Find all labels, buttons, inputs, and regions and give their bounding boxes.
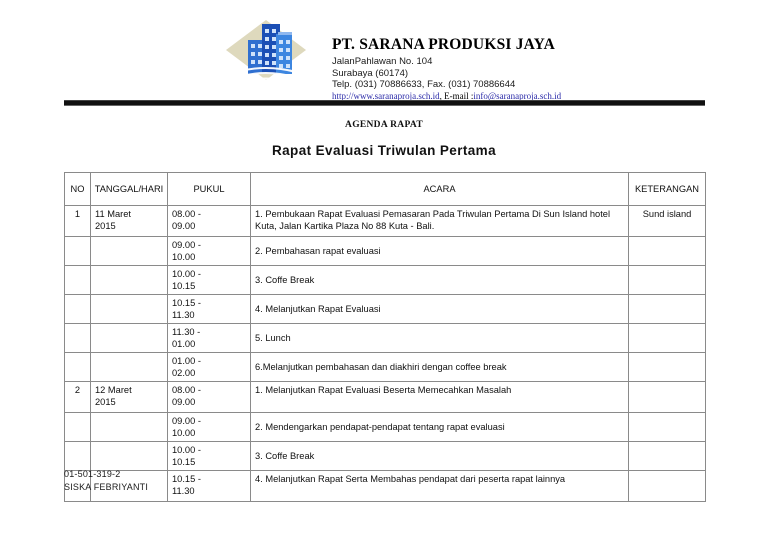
company-info <box>332 36 662 102</box>
cell-no <box>65 353 91 382</box>
footer-code: 01-501-319-2 <box>64 469 121 479</box>
pukul-end: 10.00 <box>172 252 196 262</box>
cell-keterangan <box>629 353 706 382</box>
cell-pukul <box>168 353 251 382</box>
cell-pukul <box>168 206 251 237</box>
cell-tanggal <box>91 442 168 471</box>
header-divider-rule <box>64 100 705 106</box>
cell-acara: 2. Pembahasan rapat evaluasi <box>251 237 629 266</box>
cell-pukul <box>168 237 251 266</box>
cell-tanggal <box>91 295 168 324</box>
pukul-start: 10.00 - <box>172 269 201 279</box>
cell-tanggal <box>91 237 168 266</box>
cell-keterangan <box>629 266 706 295</box>
cell-pukul <box>168 413 251 442</box>
pukul-start: 10.00 - <box>172 445 201 455</box>
table-row <box>65 442 706 471</box>
website-link[interactable]: http://www.saranaproja.sch.id <box>332 90 440 101</box>
cell-no <box>65 413 91 442</box>
cell-acara: 3. Coffe Break <box>251 442 629 471</box>
tanggal-line-2: 2015 <box>95 397 116 407</box>
cell-pukul <box>168 382 251 413</box>
table-row <box>65 382 706 413</box>
cell-pukul <box>168 295 251 324</box>
table-row <box>65 295 706 324</box>
cell-tanggal <box>91 382 168 413</box>
cell-no <box>65 237 91 266</box>
cell-keterangan <box>629 382 706 413</box>
pukul-start: 09.00 - <box>172 416 201 426</box>
page-title: Rapat Evaluasi Triwulan Pertama <box>272 143 496 158</box>
cell-pukul <box>168 266 251 295</box>
pukul-start: 11.30 - <box>172 327 201 337</box>
cell-keterangan <box>629 471 706 502</box>
cell-no: 1 <box>65 206 91 237</box>
table-row <box>65 324 706 353</box>
cell-pukul <box>168 324 251 353</box>
footer-author-name: SISKA FEBRIYANTI <box>64 481 149 492</box>
pukul-end: 01.00 <box>172 339 196 349</box>
cell-acara: 3. Coffe Break <box>251 266 629 295</box>
cell-acara: 5. Lunch <box>251 324 629 353</box>
address-street: JalanPahlawan No. 104 <box>332 56 433 67</box>
cell-keterangan <box>629 413 706 442</box>
column-header-acara: ACARA <box>251 173 629 206</box>
pukul-start: 08.00 - <box>172 385 201 395</box>
table-row <box>65 471 706 502</box>
pukul-start: 08.00 - <box>172 209 201 219</box>
pukul-start: 10.15 - <box>172 474 201 484</box>
cell-no <box>65 324 91 353</box>
table-row <box>65 353 706 382</box>
phone-fax-line: Telp. (031) 70886633, Fax. (031) 70886644 <box>332 79 516 90</box>
cell-tanggal <box>91 324 168 353</box>
table-row <box>65 413 706 442</box>
column-header-no: NO <box>65 173 91 206</box>
letterhead <box>0 10 768 101</box>
tanggal-line-1: 11 Maret <box>95 209 131 219</box>
pukul-end: 09.00 <box>172 221 196 231</box>
email-link[interactable]: info@saranaproja.sch.id <box>473 90 562 101</box>
cell-acara: 6.Melanjutkan pembahasan dan diakhiri dengan coffee break <box>251 353 629 382</box>
cell-tanggal <box>91 206 168 237</box>
cell-keterangan <box>629 295 706 324</box>
pukul-start: 01.00 - <box>172 356 201 366</box>
table-row <box>65 266 706 295</box>
column-header-tanggal: TANGGAL/HARI <box>91 173 168 206</box>
tanggal-line-1: 12 Maret <box>95 385 132 395</box>
cell-acara: 4. Melanjutkan Rapat Serta Membahas pendapat dari peserta rapat lainnya <box>251 471 629 502</box>
cell-acara: 4. Melanjutkan Rapat Evaluasi <box>251 295 629 324</box>
agenda-table <box>64 172 706 502</box>
agenda-table-body <box>65 206 706 502</box>
cell-no <box>65 266 91 295</box>
cell-tanggal <box>91 353 168 382</box>
pukul-end: 10.15 <box>172 281 196 291</box>
cell-pukul <box>168 471 251 502</box>
cell-keterangan <box>629 324 706 353</box>
pukul-start: 09.00 - <box>172 240 201 250</box>
pukul-start: 10.15 - <box>172 298 201 308</box>
table-row <box>65 237 706 266</box>
table-header-row <box>65 173 706 206</box>
pukul-end: 02.00 <box>172 368 196 378</box>
cell-tanggal <box>91 413 168 442</box>
email-label: , E-mail : <box>439 90 474 101</box>
cell-tanggal <box>91 266 168 295</box>
cell-keterangan <box>629 442 706 471</box>
pukul-end: 11.30 <box>172 310 195 320</box>
table-row <box>65 206 706 237</box>
cell-no <box>65 295 91 324</box>
pukul-end: 09.00 <box>172 397 196 407</box>
pukul-end: 11.30 <box>172 486 195 496</box>
column-header-pukul: PUKUL <box>168 173 251 206</box>
cell-acara: 1. Pembukaan Rapat Evaluasi Pemasaran Pada Triwulan Pertama Di Sun Island hotel Kuta, Jalan Kartika Plaza No 88 Kuta - Bali. <box>251 206 629 237</box>
cell-keterangan <box>629 237 706 266</box>
company-name: PT. SARANA PRODUKSI JAYA <box>332 36 555 53</box>
cell-acara: 2. Mendengarkan pendapat-pendapat tentang rapat evaluasi <box>251 413 629 442</box>
address-city: Surabaya (60174) <box>332 67 409 79</box>
office-building-logo-icon <box>218 14 314 94</box>
column-header-keterangan: KETERANGAN <box>629 173 706 206</box>
agenda-table-container <box>64 172 705 502</box>
cell-acara: 1. Melanjutkan Rapat Evaluasi Beserta Memecahkan Masalah <box>251 382 629 413</box>
agenda-label: AGENDA RAPAT <box>345 120 423 130</box>
footer <box>64 468 148 493</box>
cell-pukul <box>168 442 251 471</box>
cell-no <box>65 442 91 471</box>
pukul-end: 10.15 <box>172 457 196 467</box>
cell-no: 2 <box>65 382 91 413</box>
pukul-end: 10.00 <box>172 428 196 438</box>
tanggal-line-2: 2015 <box>95 221 116 231</box>
cell-keterangan: Sund island <box>629 206 706 237</box>
